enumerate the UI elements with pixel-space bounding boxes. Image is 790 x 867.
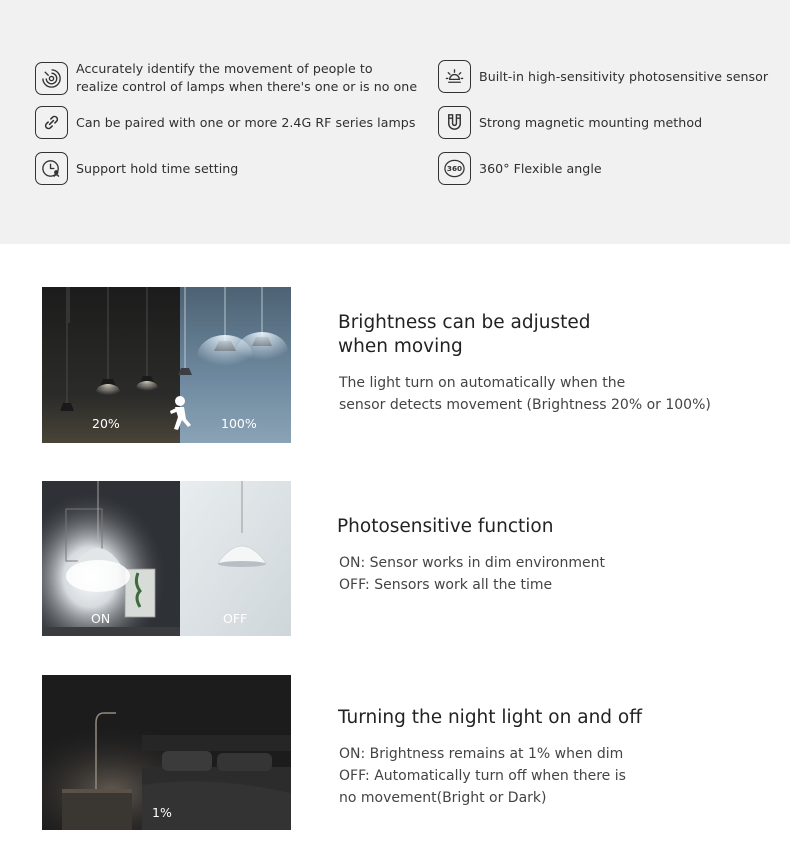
- rotate-360-badge: 360: [446, 163, 463, 173]
- magnet-icon: [438, 106, 471, 139]
- feature-hold-time-text: Support hold time setting: [76, 160, 239, 176]
- feature-pairing-text: Can be paired with one or more 2.4G RF series lamps: [76, 114, 416, 130]
- features-band: [0, 0, 790, 244]
- brightness-title: Brightness can be adjusted when moving: [338, 312, 591, 357]
- brightness-label-100: 100%: [221, 416, 257, 431]
- brightness-label-20: 20%: [92, 416, 120, 431]
- link-icon: [35, 106, 68, 139]
- feature-pairing: [35, 106, 415, 139]
- photosensitive-label-on: ON: [91, 611, 111, 626]
- feature-angle: [438, 152, 602, 185]
- night-light-label-1: 1%: [152, 805, 172, 820]
- photosensitive-description: ON: Sensor works in dim environment OFF: Sensors work all the time: [339, 555, 605, 593]
- feature-magnetic: [438, 106, 702, 139]
- rotate-360-icon: [438, 152, 471, 185]
- feature-magnetic-text: Strong magnetic mounting method: [479, 114, 703, 130]
- night-light-image: [42, 675, 291, 830]
- timer-person-icon: [35, 152, 68, 185]
- feature-hold-time: [35, 152, 238, 185]
- photosensitive-label-off: OFF: [223, 611, 248, 626]
- motion-sensor-icon: [35, 62, 68, 95]
- photosensitive-sun-icon: [438, 60, 471, 93]
- feature-motion: [35, 60, 417, 96]
- photosensitive-title: Photosensitive function: [337, 516, 554, 537]
- feature-motion-text: Accurately identify the movement of people to realize control of lamps when there's one or is no one: [76, 61, 418, 94]
- night-light-description: ON: Brightness remains at 1% when dim OFF: Automatically turn off when there is no movement(Bright or Dark): [339, 746, 626, 806]
- feature-angle-text: 360° Flexible angle: [479, 160, 602, 176]
- brightness-image: [42, 287, 291, 443]
- brightness-description: The light turn on automatically when the sensor detects movement (Brightness 20% or 100%): [339, 375, 711, 413]
- feature-photosensitive: [438, 60, 768, 93]
- feature-photosensitive-text: Built-in high-sensitivity photosensitive sensor: [479, 68, 769, 84]
- photosensitive-image: [42, 481, 291, 636]
- night-light-title: Turning the night light on and off: [338, 707, 642, 728]
